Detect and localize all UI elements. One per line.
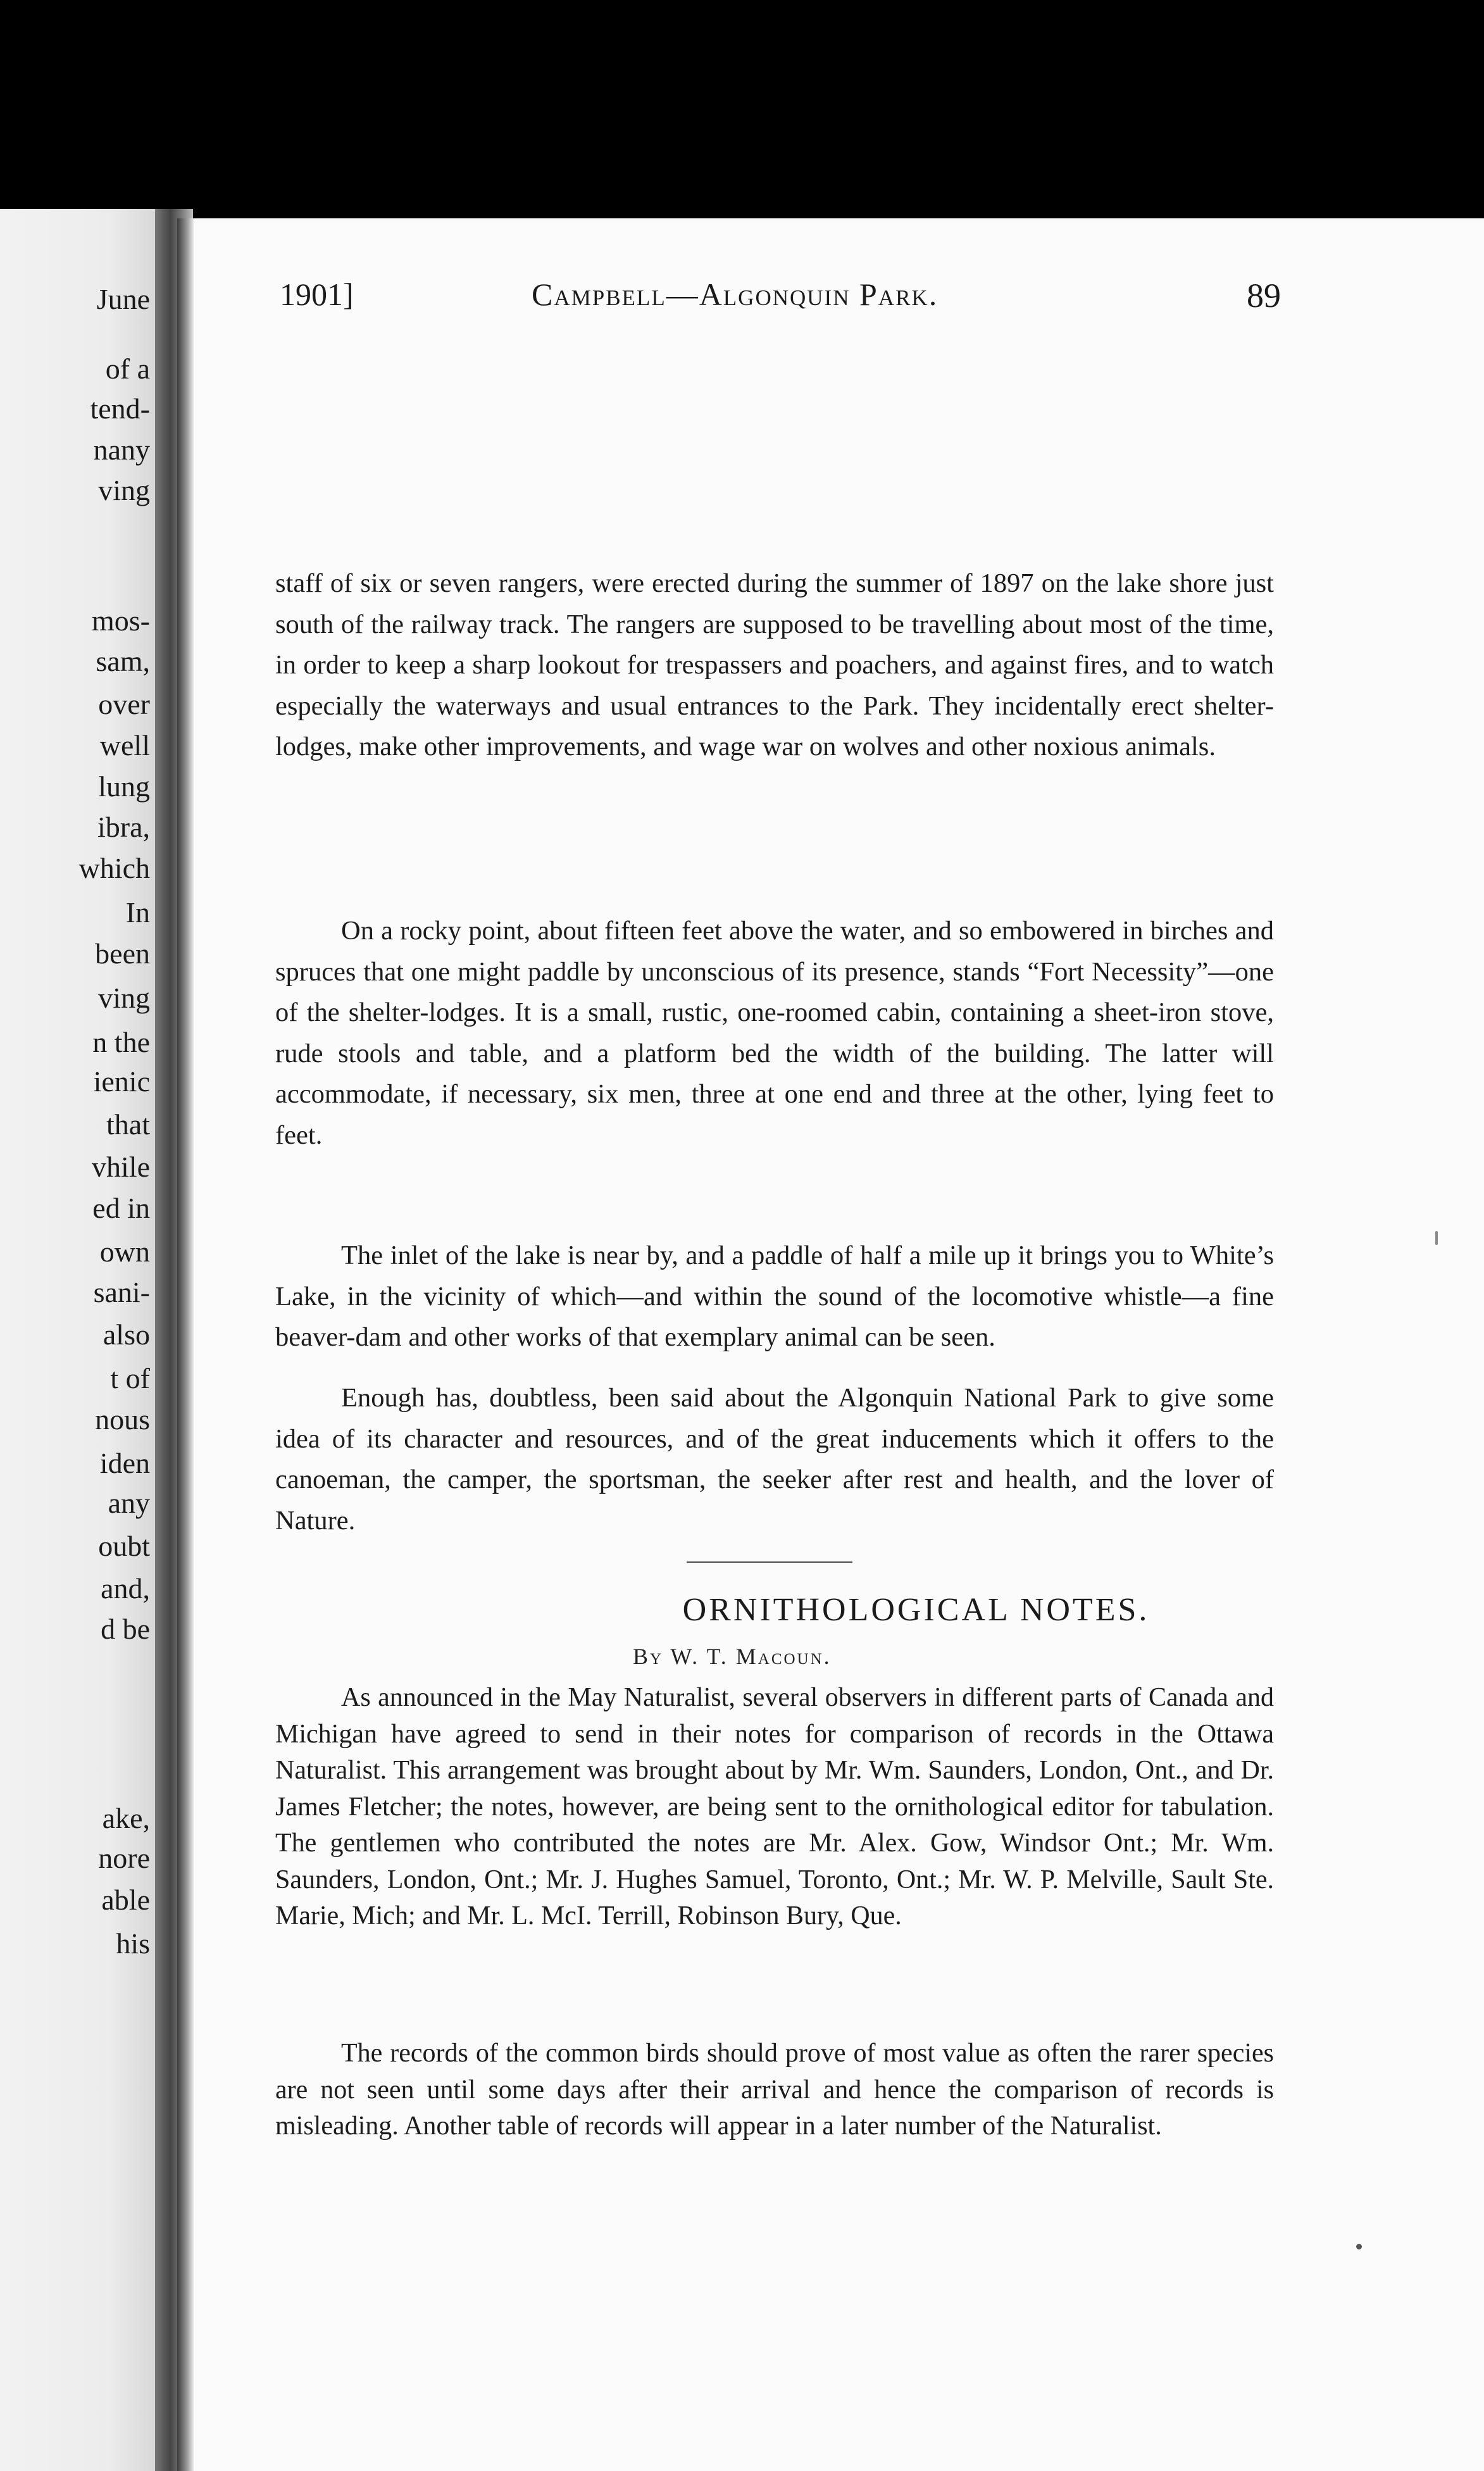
facing-page-word: own: [99, 1236, 150, 1268]
paragraph-conclusion: Enough has, doubtless, been said about the Algonquin National Park to give some idea of its character and resources, and of the great inducements which it offers to the canoeman, the camper, the sportsman, the seeker after rest and health, and the lover of Nature.: [275, 1383, 1274, 1536]
header-year: 1901]: [280, 277, 354, 312]
facing-page-word: of a: [105, 353, 150, 385]
facing-page-word: which: [78, 852, 150, 884]
facing-page-word: n the: [92, 1026, 150, 1058]
page-number: 89: [1247, 277, 1281, 315]
facing-page-word: nore: [98, 1842, 150, 1874]
facing-page-word: been: [95, 937, 150, 970]
facing-page-word: sam,: [96, 645, 150, 677]
paragraph-announcement: As announced in the May Naturalist, several observers in different parts of Canada and Michigan have agreed to send in their notes for comparison of records in the Ottawa Naturalist. This arrangement was brought about by Mr. Wm. Saunders, London, Ont., and Dr. James Fletcher; the notes, however, are being sent to the ornithological editor for tabulation. The gentlemen who contributed the notes are Mr. Alex. Gow, Windsor Ont.; Mr. Wm. Saunders, London, Ont.; Mr. J. Hughes Samuel, Toronto, Ont.; Mr. W. P. Melville, Sault Ste. Marie, Mich; and Mr. L. McI. Terrill, Robinson Bury, Que.: [275, 1683, 1274, 1930]
facing-page-word: June: [96, 283, 150, 315]
facing-page-word: ake,: [102, 1802, 150, 1834]
facing-page-word: ienic: [93, 1065, 150, 1098]
facing-page-word: lung: [98, 770, 150, 803]
facing-page-word: his: [116, 1927, 150, 1960]
paragraph-fort-necessity: On a rocky point, about fifteen feet above the water, and so embowered in birches and spruces that one might paddle by unconscious of its presence, stands “Fort Necessity”—one of the shelter-lodges. It is a small, rustic, one-roomed cabin, containing a sheet-iron stove, rude stools and table, and a platform bed the width of the building. The latter will accommodate, if necessary, six men, three at one end and three at the other, lying feet to feet.: [275, 916, 1274, 1150]
facing-page-word: over: [98, 688, 150, 720]
facing-page-word: mos-: [92, 604, 150, 637]
paragraph-records: The records of the common birds should prove of most value as often the rarer species are not seen until some days after their arrival and hence the comparison of records is misleading. Another table of records will appear in a later number of the Naturalist.: [275, 2039, 1274, 2141]
paper-speck: [1356, 2244, 1362, 2249]
section-divider: [687, 1561, 852, 1563]
facing-page-word: d be: [101, 1613, 150, 1645]
facing-page-word: ving: [98, 982, 150, 1014]
facing-page-word: vhile: [92, 1151, 150, 1183]
section-title: ORNITHOLOGICAL NOTES.: [682, 1592, 1150, 1628]
facing-page-word: ed in: [92, 1192, 150, 1224]
facing-page-word: also: [103, 1318, 150, 1351]
section-byline: By W. T. Macoun.: [633, 1644, 832, 1669]
facing-page-word: nany: [93, 434, 150, 466]
facing-page-word: iden: [99, 1447, 150, 1479]
facing-page-word: that: [106, 1108, 150, 1141]
facing-page-word: ving: [98, 474, 150, 506]
facing-page-word: In: [125, 896, 150, 929]
paper-mark: [1435, 1231, 1438, 1245]
facing-page-word: oubt: [98, 1530, 150, 1562]
facing-page-word: sani-: [93, 1276, 150, 1308]
paragraph-rangers: staff of six or seven rangers, were erected during the summer of 1897 on the lake shore just south of the railway track. The rangers are supposed to be travelling about most of the time, in order to keep a sharp lookout for trespassers and poachers, and against fires, and to watch especially the waterways and usual entrances to the Park. They incidentally erect shelter-lodges, make other improvements, and wage war on wolves and other noxious animals.: [275, 568, 1274, 761]
running-title: Campbell—Algonquin Park.: [532, 277, 938, 312]
facing-page-word: tend-: [90, 392, 150, 425]
facing-page-word: able: [101, 1884, 150, 1916]
facing-page-word: nous: [95, 1403, 150, 1436]
facing-page-fragment: [0, 209, 155, 2471]
facing-page-word: and,: [101, 1572, 150, 1605]
paragraph-inlet: The inlet of the lake is near by, and a paddle of half a mile up it brings you to White’s Lake, in the vicinity of which—and within the sound of the locomotive whistle—a fine beaver-dam and other works of that exemplary animal can be seen.: [275, 1241, 1274, 1352]
facing-page-word: t of: [110, 1362, 150, 1394]
facing-page-word: well: [99, 729, 150, 761]
facing-page-word: any: [108, 1487, 150, 1519]
facing-page-word: ibra,: [97, 811, 150, 843]
